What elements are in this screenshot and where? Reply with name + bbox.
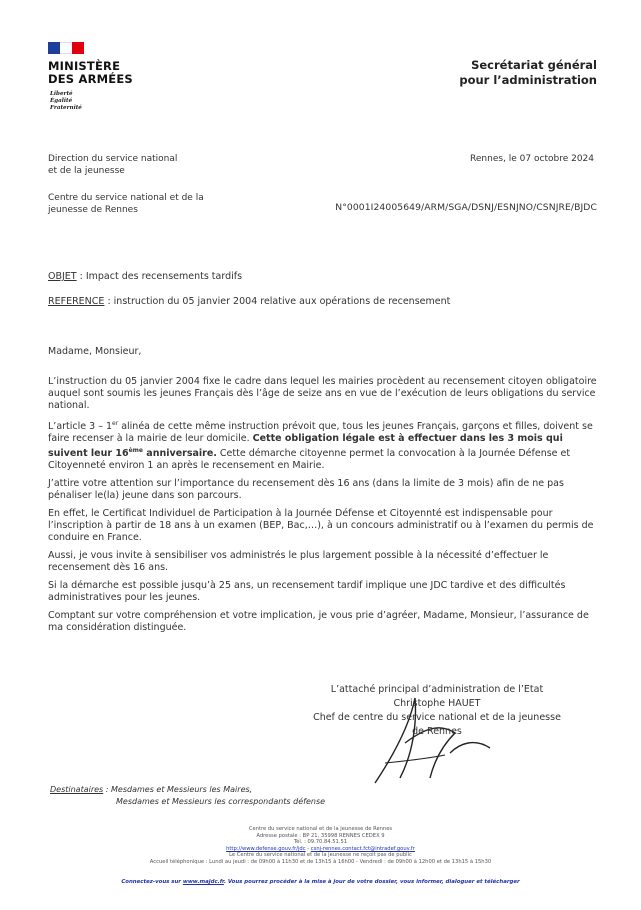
footer-contact bbox=[0, 826, 641, 866]
paragraph-3: J’attire votre attention sur l’importance du recensement dès 16 ans (dans la limite de 3 mois) afin de ne pas pénaliser le(la) jeune dans son parcours. bbox=[48, 478, 564, 501]
motto-liberte: Liberté bbox=[50, 91, 73, 97]
footer-separator: - bbox=[305, 845, 311, 852]
secretariat-line-1: Secrétariat général bbox=[471, 58, 597, 72]
objet-label: OBJET bbox=[48, 271, 77, 282]
contact-email-link[interactable]: csnj-rennes.contact.fct@intradef.gouv.fr bbox=[310, 845, 415, 852]
salutation: Madame, Monsieur, bbox=[48, 346, 142, 357]
motto-fraternite: Fraternité bbox=[50, 105, 82, 111]
connect-notice bbox=[0, 879, 641, 885]
p2-superscript-2: ème bbox=[128, 447, 143, 454]
p2-bold-text: Cette obligation légale est à effectuer dans les 3 mois qui suivent leur 16 bbox=[48, 433, 563, 459]
p2-superscript-1: er bbox=[112, 420, 119, 427]
recipients-text-1: : Mesdames et Messieurs les Maires, bbox=[103, 785, 253, 794]
flag-red-stripe bbox=[72, 42, 84, 54]
signatory-location: de Rennes bbox=[412, 726, 462, 737]
signatory-role: Chef de centre du service national et de la jeunesse bbox=[313, 712, 561, 723]
republic-flag-logo bbox=[48, 42, 84, 54]
jdc-website-link[interactable]: http://www.defense.gouv.fr/jdc bbox=[226, 845, 306, 852]
flag-blue-stripe bbox=[48, 42, 60, 54]
paragraph-7: Comptant sur votre compréhension et votre implication, je vous prie d’agréer, Madame, Monsieur, l’assurance de ma considération distinguée. bbox=[48, 610, 589, 633]
reference-text: : instruction du 05 janvier 2004 relative aux opérations de recensement bbox=[104, 296, 451, 307]
connect-text-a: Connectez-vous sur bbox=[121, 879, 183, 885]
reference-number: N°0001I24005649/ARM/SGA/DSNJ/ESNJNO/CSNJRE/BJDC bbox=[335, 202, 597, 213]
letter-date: Rennes, le 07 octobre 2024 bbox=[470, 154, 594, 164]
footer-links bbox=[0, 846, 641, 853]
centre-line-1: Centre du service national et de la bbox=[48, 193, 204, 203]
direction-line-1: Direction du service national bbox=[48, 154, 178, 164]
republic-motto bbox=[50, 91, 82, 112]
recipients-label: Destinataires bbox=[50, 785, 104, 794]
reference-line bbox=[48, 296, 450, 307]
p2-text-a: L’article 3 – 1 bbox=[48, 421, 113, 432]
sender-centre bbox=[48, 193, 204, 216]
ministry-name bbox=[48, 60, 133, 86]
flag-white-stripe bbox=[60, 42, 72, 54]
paragraph-2 bbox=[48, 418, 601, 472]
signatory-name: Christophe HAUET bbox=[393, 698, 481, 709]
majdc-link[interactable]: www.majdc.fr bbox=[182, 879, 224, 885]
p2-bold-text-2: anniversaire. bbox=[143, 448, 217, 459]
paragraph-5: Aussi, je vous invite à sensibiliser vos administrés le plus largement possible à la nécessité d’effectuer le recensement dès 16 ans. bbox=[48, 550, 549, 573]
paragraph-4: En effet, le Certificat Individuel de Participation à la Journée Défense et Citoyennté est indispensable pour l’inscription à partir de 18 ans à un examen (BEP, Bac,…), à un concours administratif ou à l’examen du permis de conduire en France. bbox=[48, 508, 594, 543]
recipients-line-2: Mesdames et Messieurs les correspondants défense bbox=[116, 797, 326, 806]
paragraph-6: Si la démarche est possible jusqu’à 25 ans, un recensement tardif implique une JDC tardive et des difficultés administratives pour les jeunes. bbox=[48, 580, 566, 603]
footer-line-6: Accueil téléphonique : Lundi au jeudi : de 09h00 à 11h30 et de 13h15 à 16h00 - Vendredi : de 09h00 à 12h00 et de 13h15 à 15h30 bbox=[149, 858, 492, 865]
p2-text-b: alinéa de cette même instruction prévoit que, tous les jeunes Français, garçons et filles, doivent se faire recenser à la mairie de leur domicile. bbox=[48, 421, 593, 444]
ministry-line-1: MINISTÈRE bbox=[48, 59, 121, 73]
footer-line-2: Adresse postale : BP 21, 35998 RENNES CEDEX 9 bbox=[256, 832, 385, 839]
motto-egalite: Égalité bbox=[50, 98, 73, 104]
subject-line bbox=[48, 271, 242, 282]
footer-line-1: Centre du service national et de la jeunesse de Rennes bbox=[248, 826, 393, 832]
objet-text: : Impact des recensements tardifs bbox=[76, 271, 243, 282]
signatory-title: L’attaché principal d’administration de l’Etat bbox=[330, 684, 544, 695]
footer-line-5: Le Centre du service national et de la jeunesse ne reçoit pas de public bbox=[229, 852, 412, 859]
paragraph-1: L’instruction du 05 janvier 2004 fixe le cadre dans lequel les mairies procèdent au recensement citoyen obligatoire auquel sont soumis les jeunes Français dès l’âge de seize ans en vue de l’exécution de leurs obligations du service national. bbox=[48, 376, 597, 411]
signature-block bbox=[292, 683, 582, 739]
secretariat-line-2: pour l’administration bbox=[459, 73, 597, 87]
connect-text-b: . Vous pourrez procéder à la mise à jour de votre dossier, vous informer, dialoguer et télécharger bbox=[223, 879, 520, 885]
footer-line-3: Tél. : 09.70.84.51.51 bbox=[293, 839, 348, 846]
ministry-line-2: DES ARMÉES bbox=[48, 72, 133, 86]
recipients bbox=[50, 784, 325, 808]
p2-text-c: Cette démarche citoyenne permet la convocation à la Journée Défense et Citoyenneté environ 1 an après le recensement en Mairie. bbox=[48, 448, 571, 471]
centre-line-2: jeunesse de Rennes bbox=[48, 204, 138, 215]
recipients-line-1 bbox=[50, 784, 325, 796]
reference-label: REFERENCE bbox=[48, 296, 105, 307]
direction-line-2: et de la jeunesse bbox=[48, 165, 125, 176]
letter-body bbox=[48, 376, 601, 640]
secretariat-heading bbox=[459, 58, 597, 88]
sender-direction bbox=[48, 154, 177, 177]
